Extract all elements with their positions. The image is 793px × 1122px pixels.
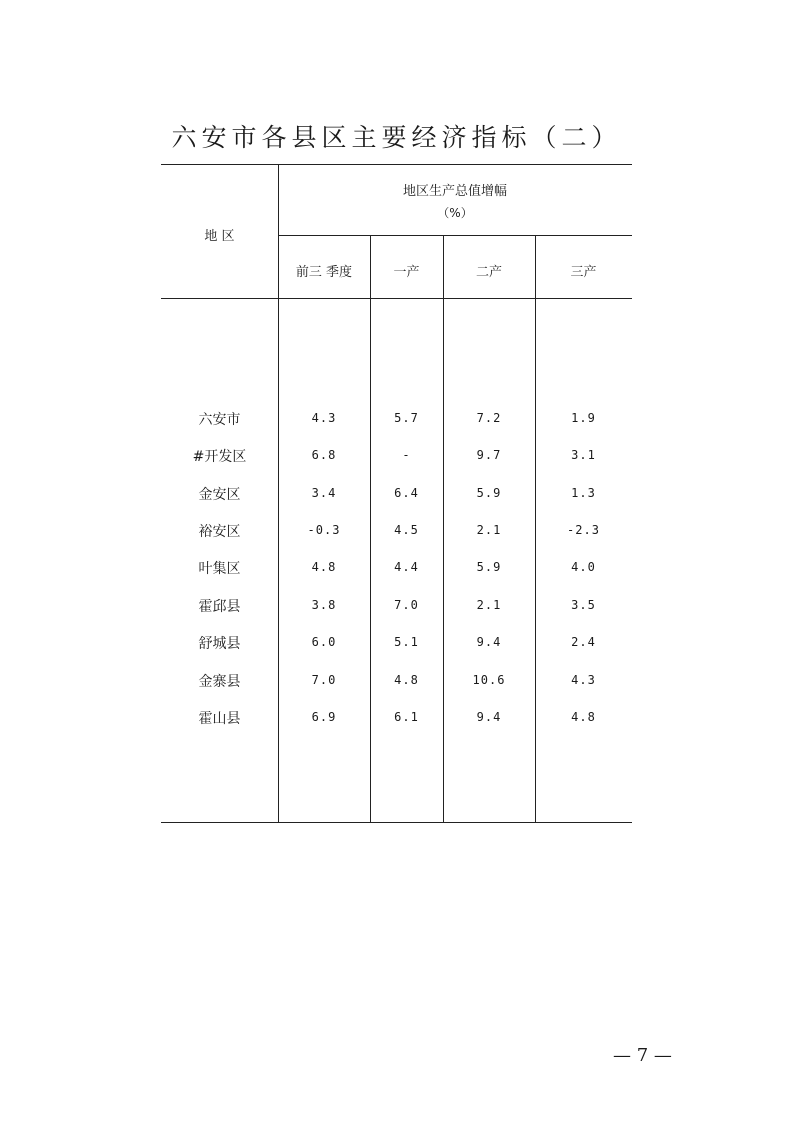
value-tertiary: 1.3 bbox=[571, 486, 596, 500]
value-secondary: 9.7 bbox=[476, 448, 502, 462]
region-name: 六安市 bbox=[198, 412, 241, 428]
value-tertiary: 2.4 bbox=[571, 635, 596, 649]
header-bottom-rule bbox=[161, 298, 632, 299]
value-tertiary: 4.0 bbox=[571, 560, 596, 574]
value-primary: 4.4 bbox=[394, 560, 419, 574]
value-primary: - bbox=[402, 448, 411, 462]
value-primary: 4.5 bbox=[394, 523, 419, 537]
value-secondary: 9.4 bbox=[476, 710, 502, 724]
region-column-header: 地 区 bbox=[204, 229, 235, 244]
gdp-growth-unit: （%） bbox=[437, 206, 473, 220]
region-name: #开发区 bbox=[192, 449, 247, 465]
value-secondary: 10.6 bbox=[472, 673, 506, 687]
table-bottom-rule bbox=[161, 822, 632, 823]
page-number: — 7 — bbox=[613, 1045, 672, 1066]
value-tertiary: 4.8 bbox=[571, 710, 596, 724]
page-title: 六安市各县区主要经济指标（二） bbox=[171, 123, 622, 152]
value-q1-3: 6.8 bbox=[311, 448, 337, 462]
region-name: 霍邱县 bbox=[198, 599, 241, 615]
value-q1-3: 3.4 bbox=[311, 486, 337, 500]
region-name: 叶集区 bbox=[198, 561, 241, 577]
value-secondary: 2.1 bbox=[476, 523, 502, 537]
column-header-primary: 一产 bbox=[393, 265, 420, 280]
region-name: 舒城县 bbox=[198, 636, 241, 652]
value-q1-3: -0.3 bbox=[307, 523, 341, 537]
value-tertiary: 1.9 bbox=[571, 411, 596, 425]
value-tertiary: 4.3 bbox=[571, 673, 596, 687]
value-q1-3: 6.0 bbox=[311, 635, 337, 649]
value-q1-3: 6.9 bbox=[311, 710, 337, 724]
value-q1-3: 7.0 bbox=[311, 673, 337, 687]
value-primary: 4.8 bbox=[394, 673, 419, 687]
value-q1-3: 4.8 bbox=[311, 560, 337, 574]
value-primary: 6.4 bbox=[394, 486, 419, 500]
value-secondary: 5.9 bbox=[476, 560, 502, 574]
table-top-rule bbox=[161, 164, 632, 165]
gdp-growth-header: 地区生产总值增幅 bbox=[402, 184, 507, 199]
region-name: 裕安区 bbox=[198, 524, 241, 540]
region-name: 金寨县 bbox=[198, 674, 241, 690]
value-q1-3: 3.8 bbox=[311, 598, 337, 612]
value-primary: 6.1 bbox=[394, 710, 419, 724]
value-tertiary: -2.3 bbox=[567, 523, 600, 537]
value-q1-3: 4.3 bbox=[311, 411, 337, 425]
column-header-tertiary: 三产 bbox=[570, 265, 597, 280]
value-primary: 7.0 bbox=[394, 598, 419, 612]
region-name: 霍山县 bbox=[198, 711, 241, 727]
value-primary: 5.7 bbox=[394, 411, 419, 425]
value-tertiary: 3.1 bbox=[571, 448, 596, 462]
value-secondary: 2.1 bbox=[476, 598, 502, 612]
column-header-secondary: 二产 bbox=[475, 265, 502, 280]
value-secondary: 9.4 bbox=[476, 635, 502, 649]
value-tertiary: 3.5 bbox=[571, 598, 596, 612]
region-name: 金安区 bbox=[198, 487, 241, 503]
value-secondary: 5.9 bbox=[476, 486, 502, 500]
value-secondary: 7.2 bbox=[476, 411, 502, 425]
subheader-rule bbox=[278, 235, 632, 236]
value-primary: 5.1 bbox=[394, 635, 419, 649]
column-header-q1-3: 前三 季度 bbox=[295, 265, 353, 280]
